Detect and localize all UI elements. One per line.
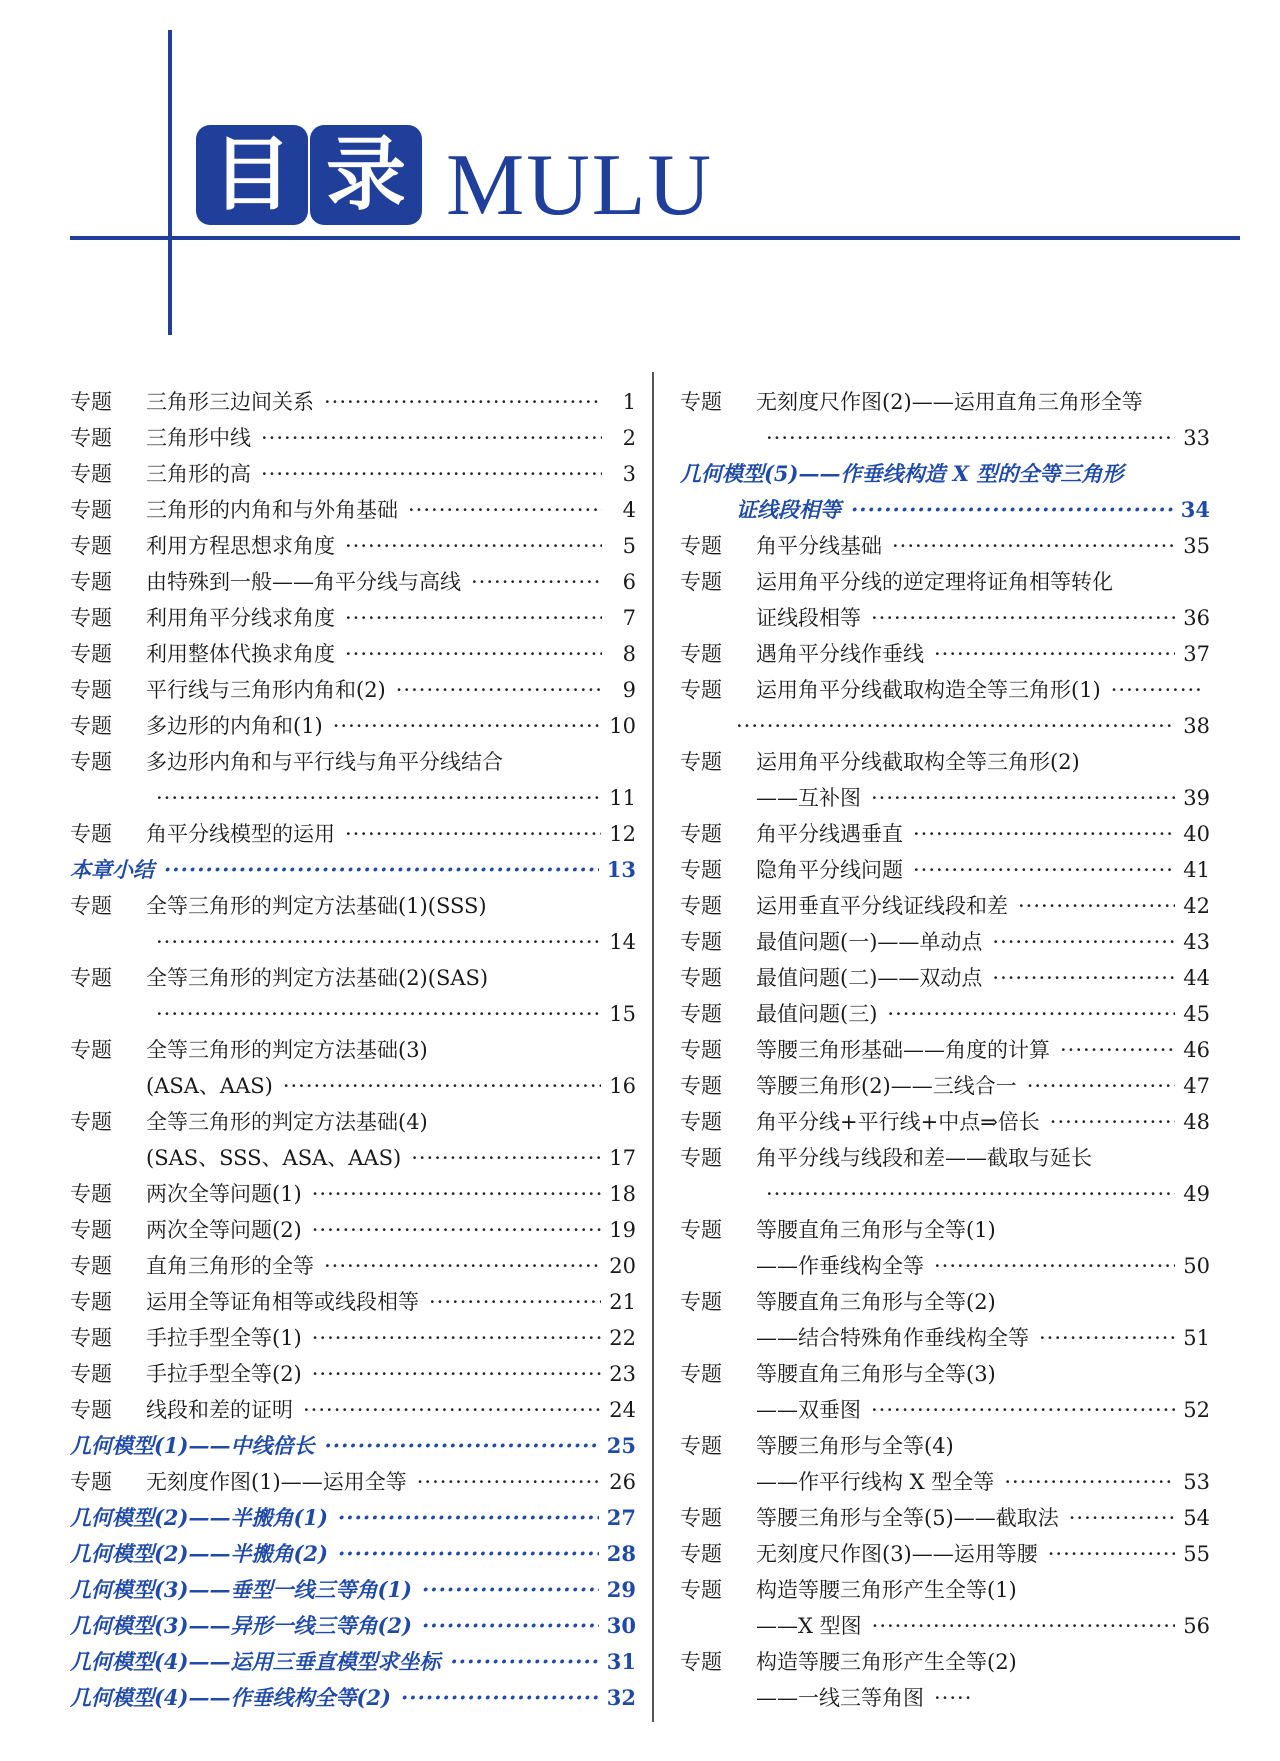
- toc-geometry-model[interactable]: 几何模型(4)——运用三垂直模型求坐标 ····· 31: [70, 1644, 636, 1680]
- header-horizontal-rule: [70, 236, 1240, 240]
- toc-geometry-model[interactable]: 几何模型(3)——异形一线三等角(2) ····· 30: [70, 1608, 636, 1644]
- toc-entry[interactable]: 专题 角平分线模型的运用 ····· 12: [70, 816, 636, 852]
- toc-entry[interactable]: 专题 遇角平分线作垂线 ····· 37: [680, 636, 1210, 672]
- toc-entry-continuation[interactable]: ——作平行线构 X 型全等 ····· 53: [680, 1464, 1210, 1500]
- toc-entry[interactable]: 专题 等腰直角三角形与全等(1): [680, 1218, 996, 1242]
- toc-geometry-model[interactable]: 几何模型(5)——作垂线构造 X 型的全等三角形: [680, 461, 1124, 486]
- toc-entry[interactable]: 专题 等腰三角形与全等(4): [680, 1434, 954, 1458]
- toc-entry-continuation[interactable]: ——X 型图 ····· 56: [680, 1608, 1210, 1644]
- header-vertical-rule: [168, 30, 172, 335]
- toc-chapter-summary[interactable]: 本章小结 ····· 13: [70, 852, 636, 888]
- toc-entry[interactable]: 专题 等腰三角形基础——角度的计算 ····· 46: [680, 1032, 1210, 1068]
- toc-entry-continuation[interactable]: ····· 14: [70, 924, 636, 960]
- toc-entry-continuation[interactable]: ····· 33: [680, 420, 1210, 456]
- toc-entry-continuation[interactable]: ····· 49: [680, 1176, 1210, 1212]
- toc-entry[interactable]: 专题 角平分线遇垂直 ····· 40: [680, 816, 1210, 852]
- toc-entry[interactable]: 专题 无刻度尺作图(3)——运用等腰 ····· 55: [680, 1536, 1210, 1572]
- toc-entry[interactable]: 专题 全等三角形的判定方法基础(1)(SSS): [70, 894, 487, 918]
- toc-entry-continuation[interactable]: ——双垂图 ····· 52: [680, 1392, 1210, 1428]
- toc-entry[interactable]: 专题 全等三角形的判定方法基础(2)(SAS): [70, 966, 489, 990]
- toc-entry[interactable]: 专题 三角形的内角和与外角基础 ····· 4: [70, 492, 636, 528]
- toc-entry[interactable]: 专题 角平分线+平行线+中点⇒倍长 ····· 48: [680, 1104, 1210, 1140]
- toc-entry[interactable]: 专题 三角形中线 ····· 2: [70, 420, 636, 456]
- toc-entry-continuation[interactable]: ——互补图 ····· 39: [680, 780, 1210, 816]
- toc-entry[interactable]: 专题 直角三角形的全等 ····· 20: [70, 1248, 636, 1284]
- toc-entry-continuation[interactable]: (ASA、AAS) ····· 16: [70, 1068, 636, 1104]
- toc-entry[interactable]: 专题 两次全等问题(2) ····· 19: [70, 1212, 636, 1248]
- toc-entry[interactable]: 专题 运用角平分线截取构造全等三角形(1) ·····: [680, 672, 1210, 708]
- toc-entry[interactable]: 专题 手拉手型全等(2) ····· 23: [70, 1356, 636, 1392]
- toc-entry[interactable]: 专题 等腰三角形(2)——三线合一 ····· 47: [680, 1068, 1210, 1104]
- toc-entry[interactable]: 专题 角平分线基础 ····· 35: [680, 528, 1210, 564]
- toc-right-column: [680, 384, 1210, 1716]
- toc-entry[interactable]: 专题 运用垂直平分线证线段和差 ····· 42: [680, 888, 1210, 924]
- toc-geometry-model[interactable]: 几何模型(4)——作垂线构全等(2) ····· 32: [70, 1680, 636, 1716]
- toc-entry-continuation[interactable]: ····· 15: [70, 996, 636, 1032]
- toc-entry[interactable]: 专题 利用方程思想求角度 ····· 5: [70, 528, 636, 564]
- toc-entry-continuation[interactable]: ——作垂线构全等 ····· 50: [680, 1248, 1210, 1284]
- toc-entry[interactable]: 专题 三角形的高 ····· 3: [70, 456, 636, 492]
- toc-entry[interactable]: 专题 运用角平分线的逆定理将证角相等转化: [680, 570, 1113, 594]
- toc-entry[interactable]: 专题 无刻度作图(1)——运用全等 ····· 26: [70, 1464, 636, 1500]
- toc-entry[interactable]: 专题 平行线与三角形内角和(2) ····· 9: [70, 672, 636, 708]
- toc-entry-continuation[interactable]: ····· 11: [70, 780, 636, 816]
- toc-entry[interactable]: 专题 线段和差的证明 ····· 24: [70, 1392, 636, 1428]
- toc-entry[interactable]: 专题 无刻度尺作图(2)——运用直角三角形全等: [680, 390, 1143, 414]
- toc-entry-continuation[interactable]: (SAS、SSS、ASA、AAS) ····· 17: [70, 1140, 636, 1176]
- toc-entry[interactable]: 专题 三角形三边间关系 ····· 1: [70, 384, 636, 420]
- toc-left-column: [70, 384, 636, 1716]
- toc-geometry-model[interactable]: 几何模型(2)——半搬角(1) ····· 27: [70, 1500, 636, 1536]
- toc-entry[interactable]: 专题 构造等腰三角形产生全等(2): [680, 1650, 1017, 1674]
- toc-entry[interactable]: 专题 手拉手型全等(1) ····· 22: [70, 1320, 636, 1356]
- toc-entry[interactable]: 专题 利用整体代换求角度 ····· 8: [70, 636, 636, 672]
- toc-entry[interactable]: 专题 运用角平分线截取构全等三角形(2): [680, 750, 1080, 774]
- toc-entry-continuation[interactable]: ····· 38: [680, 708, 1210, 744]
- toc-entry[interactable]: 专题 全等三角形的判定方法基础(4): [70, 1110, 428, 1134]
- title-char-box-1: 目: [196, 125, 308, 225]
- toc-entry[interactable]: 专题 等腰三角形与全等(5)——截取法 ····· 54: [680, 1500, 1210, 1536]
- toc-entry[interactable]: 专题 全等三角形的判定方法基础(3): [70, 1038, 428, 1062]
- column-divider: [652, 372, 654, 1722]
- toc-entry[interactable]: 专题 多边形的内角和(1) ····· 10: [70, 708, 636, 744]
- toc-entry[interactable]: 专题 等腰直角三角形与全等(3): [680, 1362, 996, 1386]
- toc-geometry-model[interactable]: 几何模型(2)——半搬角(2) ····· 28: [70, 1536, 636, 1572]
- toc-entry[interactable]: 专题 等腰直角三角形与全等(2): [680, 1290, 996, 1314]
- toc-entry-continuation[interactable]: 证线段相等 ····· 36: [680, 600, 1210, 636]
- toc-geometry-model[interactable]: 几何模型(1)——中线倍长 ····· 25: [70, 1428, 636, 1464]
- toc-geometry-model-continuation[interactable]: 证线段相等 ····· 34: [680, 492, 1210, 528]
- toc-entry[interactable]: 专题 角平分线与线段和差——截取与延长: [680, 1146, 1092, 1170]
- toc-entry[interactable]: 专题 最值问题(三) ····· 45: [680, 996, 1210, 1032]
- toc-entry[interactable]: 专题 构造等腰三角形产生全等(1): [680, 1578, 1017, 1602]
- toc-entry[interactable]: 专题 运用全等证角相等或线段相等 ····· 21: [70, 1284, 636, 1320]
- toc-entry[interactable]: 专题 最值问题(一)——单动点 ····· 43: [680, 924, 1210, 960]
- toc-entry[interactable]: 专题 多边形内角和与平行线与角平分线结合: [70, 750, 503, 774]
- title-char-box-2: 录: [310, 125, 422, 225]
- toc-entry[interactable]: 专题 最值问题(二)——双动点 ····· 44: [680, 960, 1210, 996]
- toc-entry[interactable]: 专题 由特殊到一般——角平分线与高线 ····· 6: [70, 564, 636, 600]
- title-latin: MULU: [446, 137, 714, 234]
- toc-entry[interactable]: 专题 隐角平分线问题 ····· 41: [680, 852, 1210, 888]
- toc-entry[interactable]: 专题 利用角平分线求角度 ····· 7: [70, 600, 636, 636]
- toc-geometry-model[interactable]: 几何模型(3)——垂型一线三等角(1) ····· 29: [70, 1572, 636, 1608]
- toc-entry[interactable]: 专题 两次全等问题(1) ····· 18: [70, 1176, 636, 1212]
- toc-entry-continuation[interactable]: ——结合特殊角作垂线构全等 ····· 51: [680, 1320, 1210, 1356]
- toc-entry-continuation[interactable]: ——一线三等角图 ·····: [680, 1680, 1210, 1716]
